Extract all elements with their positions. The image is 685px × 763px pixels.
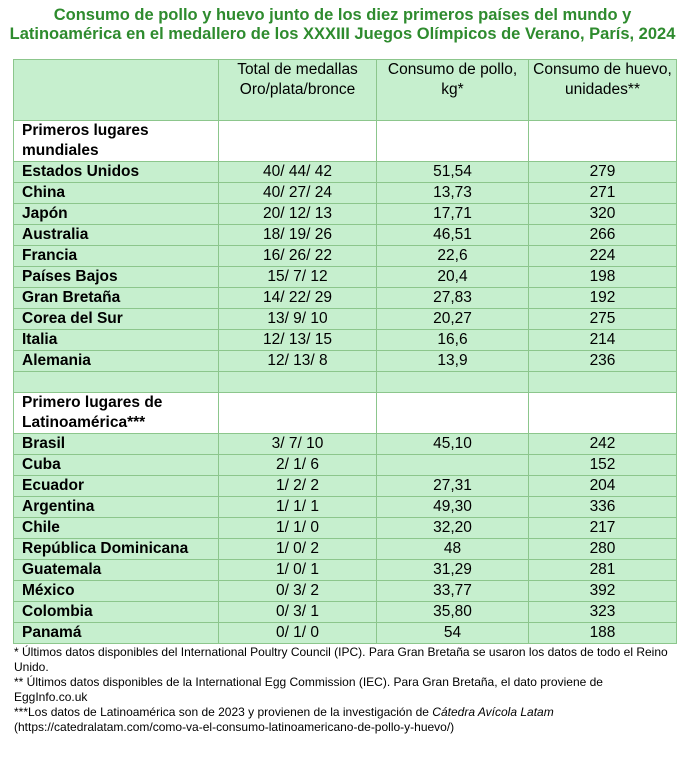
- table-row: [14, 309, 677, 330]
- empty-cell: [219, 372, 377, 393]
- footnote-latam-source: Cátedra Avícola Latam: [432, 705, 554, 719]
- medals-cell: 16/ 26/ 22: [219, 246, 377, 267]
- medals-cell: 3/ 7/ 10: [219, 434, 377, 455]
- footnote-latam-text: ***Los datos de Latinoamérica son de 2023 y provienen de la investigación de: [14, 705, 433, 719]
- medals-cell: 1/ 0/ 1: [219, 560, 377, 581]
- data-table: [13, 59, 677, 644]
- chicken-cell: 35,80: [377, 602, 529, 623]
- table-row: [14, 602, 677, 623]
- eggs-cell: 280: [529, 539, 677, 560]
- header-eggs: Consumo de huevo, unidades**: [529, 60, 677, 121]
- table-row: [14, 581, 677, 602]
- table-row: [14, 183, 677, 204]
- country-cell: Guatemala: [14, 560, 219, 581]
- country-cell: Cuba: [14, 455, 219, 476]
- eggs-cell: 320: [529, 204, 677, 225]
- medals-cell: 1/ 0/ 2: [219, 539, 377, 560]
- eggs-cell: 336: [529, 497, 677, 518]
- medals-cell: 12/ 13/ 8: [219, 351, 377, 372]
- country-cell: Países Bajos: [14, 267, 219, 288]
- medals-cell: 15/ 7/ 12: [219, 267, 377, 288]
- section-latam: [14, 393, 677, 434]
- eggs-cell: 204: [529, 476, 677, 497]
- section-world-label: Primeros lugares mundiales: [14, 121, 219, 162]
- table-row: [14, 162, 677, 183]
- eggs-cell: 242: [529, 434, 677, 455]
- country-cell: Panamá: [14, 623, 219, 644]
- eggs-cell: 188: [529, 623, 677, 644]
- country-cell: Argentina: [14, 497, 219, 518]
- eggs-cell: 217: [529, 518, 677, 539]
- footnote-iec: ** Últimos datos disponibles de la International Egg Commission (IEC). Para Gran Bretaña, el dato proviene de EggInfo.co.uk: [14, 675, 603, 704]
- chicken-cell: 46,51: [377, 225, 529, 246]
- chicken-cell: 48: [377, 539, 529, 560]
- table-row: [14, 351, 677, 372]
- country-cell: Australia: [14, 225, 219, 246]
- medals-cell: 0/ 1/ 0: [219, 623, 377, 644]
- header-medals: Total de medallas Oro/plata/bronce: [219, 60, 377, 121]
- medals-cell: 1/ 2/ 2: [219, 476, 377, 497]
- table-title: Consumo de pollo y huevo junto de los diez primeros países del mundo y Latinoamérica en el medallero de los XXXIII Juegos Olímpicos de Verano, París, 2024: [9, 6, 676, 43]
- chicken-cell: 45,10: [377, 434, 529, 455]
- medals-cell: 1/ 1/ 1: [219, 497, 377, 518]
- chicken-cell: 27,31: [377, 476, 529, 497]
- eggs-cell: 214: [529, 330, 677, 351]
- medals-cell: 18/ 19/ 26: [219, 225, 377, 246]
- table-row: [14, 246, 677, 267]
- medals-cell: 20/ 12/ 13: [219, 204, 377, 225]
- table-row: [14, 476, 677, 497]
- table-row: [14, 204, 677, 225]
- country-cell: Japón: [14, 204, 219, 225]
- chicken-cell: 32,20: [377, 518, 529, 539]
- section-latam-label: Primero lugares de Latinoamérica***: [14, 393, 219, 434]
- header-country: [14, 60, 219, 121]
- chicken-cell: 17,71: [377, 204, 529, 225]
- chicken-cell: 20,4: [377, 267, 529, 288]
- table-row: [14, 288, 677, 309]
- empty-cell: [14, 372, 219, 393]
- empty-cell: [529, 372, 677, 393]
- eggs-cell: 275: [529, 309, 677, 330]
- eggs-cell: 266: [529, 225, 677, 246]
- eggs-cell: 271: [529, 183, 677, 204]
- chicken-cell: 13,9: [377, 351, 529, 372]
- country-cell: Gran Bretaña: [14, 288, 219, 309]
- chicken-cell: 16,6: [377, 330, 529, 351]
- country-cell: Chile: [14, 518, 219, 539]
- table-row: [14, 518, 677, 539]
- eggs-cell: 152: [529, 455, 677, 476]
- chicken-cell: [377, 455, 529, 476]
- eggs-cell: 281: [529, 560, 677, 581]
- table-row: [14, 539, 677, 560]
- medals-cell: 14/ 22/ 29: [219, 288, 377, 309]
- footnote-ipc: * Últimos datos disponibles del International Poultry Council (IPC). Para Gran Bretaña se usaron los datos de todo el Reino Unido.: [14, 645, 668, 674]
- chicken-cell: 27,83: [377, 288, 529, 309]
- footnote-latam-url: (https://catedralatam.com/como-va-el-consumo-latinoamericano-de-pollo-y-huevo/): [14, 720, 455, 734]
- country-cell: México: [14, 581, 219, 602]
- medals-cell: 12/ 13/ 15: [219, 330, 377, 351]
- empty-cell: [219, 393, 377, 434]
- medals-cell: 13/ 9/ 10: [219, 309, 377, 330]
- medals-cell: 2/ 1/ 6: [219, 455, 377, 476]
- country-cell: Estados Unidos: [14, 162, 219, 183]
- chicken-cell: 33,77: [377, 581, 529, 602]
- empty-cell: [529, 121, 677, 162]
- table-row: [14, 623, 677, 644]
- country-cell: Colombia: [14, 602, 219, 623]
- eggs-cell: 192: [529, 288, 677, 309]
- eggs-cell: 236: [529, 351, 677, 372]
- table-row: [14, 455, 677, 476]
- eggs-cell: 198: [529, 267, 677, 288]
- chicken-cell: 13,73: [377, 183, 529, 204]
- country-cell: Brasil: [14, 434, 219, 455]
- empty-cell: [529, 393, 677, 434]
- country-cell: Francia: [14, 246, 219, 267]
- chicken-cell: 49,30: [377, 497, 529, 518]
- chicken-cell: 54: [377, 623, 529, 644]
- footnote-latam: [14, 705, 675, 735]
- country-cell: Corea del Sur: [14, 309, 219, 330]
- header-row: [14, 60, 677, 121]
- eggs-cell: 323: [529, 602, 677, 623]
- empty-cell: [377, 393, 529, 434]
- country-cell: Italia: [14, 330, 219, 351]
- table-row: [14, 225, 677, 246]
- medals-cell: 1/ 1/ 0: [219, 518, 377, 539]
- chicken-cell: 22,6: [377, 246, 529, 267]
- medals-cell: 0/ 3/ 1: [219, 602, 377, 623]
- spacer-row: [14, 372, 677, 393]
- table-row: [14, 330, 677, 351]
- eggs-cell: 392: [529, 581, 677, 602]
- eggs-cell: 224: [529, 246, 677, 267]
- empty-cell: [219, 121, 377, 162]
- medals-cell: 40/ 44/ 42: [219, 162, 377, 183]
- chicken-cell: 51,54: [377, 162, 529, 183]
- eggs-cell: 279: [529, 162, 677, 183]
- medals-cell: 0/ 3/ 2: [219, 581, 377, 602]
- chicken-cell: 31,29: [377, 560, 529, 581]
- medals-cell: 40/ 27/ 24: [219, 183, 377, 204]
- empty-cell: [377, 372, 529, 393]
- table-row: [14, 497, 677, 518]
- section-world: [14, 121, 677, 162]
- country-cell: China: [14, 183, 219, 204]
- table-row: [14, 560, 677, 581]
- chicken-cell: 20,27: [377, 309, 529, 330]
- table-row: [14, 267, 677, 288]
- country-cell: República Dominicana: [14, 539, 219, 560]
- empty-cell: [377, 121, 529, 162]
- header-chicken: Consumo de pollo, kg*: [377, 60, 529, 121]
- country-cell: Ecuador: [14, 476, 219, 497]
- footnotes: [0, 644, 685, 735]
- table-row: [14, 434, 677, 455]
- country-cell: Alemania: [14, 351, 219, 372]
